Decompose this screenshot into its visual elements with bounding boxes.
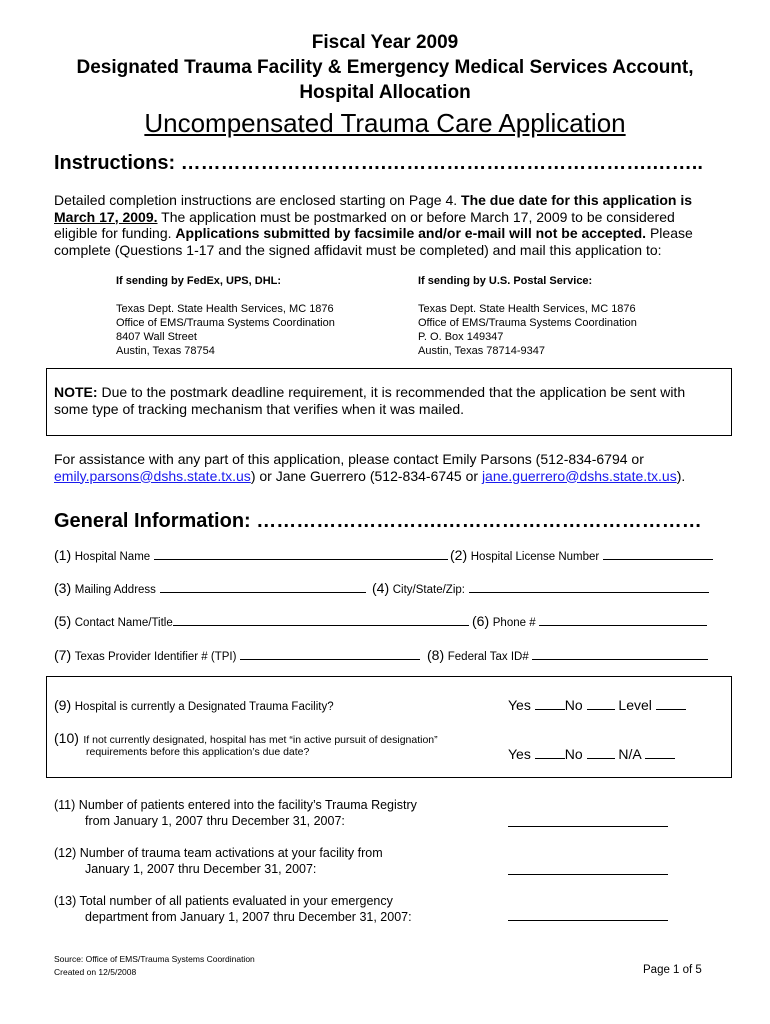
q11-row: [54, 797, 417, 829]
q13-number: (13): [54, 894, 77, 908]
note-label: NOTE:: [54, 384, 98, 400]
q6-label: Phone #: [492, 617, 536, 629]
q5-label: Contact Name/Title: [74, 617, 173, 629]
fiscal-year-title: Fiscal Year 2009: [311, 32, 459, 53]
general-info-heading: General Information: ……………………….…………………………………: [54, 510, 702, 532]
mailing-address-input[interactable]: [160, 580, 366, 593]
q10-number: (10): [54, 730, 79, 746]
instructions-paragraph: [54, 192, 714, 258]
due-date-text: The due date for this application is: [461, 192, 693, 208]
instructions-text-1: Detailed completion instructions are enclosed starting on Page 4.: [54, 192, 462, 208]
q9-level-input[interactable]: [656, 696, 686, 710]
contact-name-input[interactable]: [173, 613, 469, 626]
q12-number: (12): [54, 846, 77, 860]
field-mailing-address: [54, 580, 366, 596]
assistance-text-1: For assistance with any part of this application, please contact Emily Parsons (512-834-6794 or: [54, 451, 644, 467]
address-line: Austin, Texas 78714-9347: [418, 345, 545, 357]
q7-label: Texas Provider Identifier # (TPI): [74, 651, 237, 663]
allocation-title: Hospital Allocation: [299, 82, 471, 103]
address-line: Austin, Texas 78754: [116, 345, 215, 357]
due-date: March 17, 2009.: [54, 208, 158, 225]
note-body: Due to the postmark deadline requirement, it is recommended that the application be sent with some type of tracking mechanism that verifies when it was mailed.: [54, 384, 686, 417]
field-city-state-zip: [372, 580, 709, 596]
q10-yes-input[interactable]: [535, 745, 565, 759]
address-line: Texas Dept. State Health Services, MC 1876: [418, 303, 636, 315]
federal-tax-id-input[interactable]: [532, 647, 708, 660]
q11-line2: from January 1, 2007 thru December 31, 2007:: [85, 814, 345, 828]
q9-yes-input[interactable]: [535, 696, 565, 710]
q2-label: Hospital License Number: [470, 551, 600, 563]
address-line: Texas Dept. State Health Services, MC 1876: [116, 303, 334, 315]
address-line: 8407 Wall Street: [116, 331, 197, 343]
q10-na-label: N/A: [618, 746, 641, 762]
q11-input[interactable]: [508, 814, 668, 827]
field-hospital-name: [54, 547, 448, 563]
q13-row: [54, 893, 412, 925]
license-number-input[interactable]: [603, 547, 713, 560]
q9-answers: [508, 696, 686, 713]
field-phone: [472, 613, 707, 629]
field-contact-name: [54, 613, 469, 629]
q3-number: (3): [54, 580, 72, 596]
field-license-number: [450, 547, 713, 563]
q13-line2: department from January 1, 2007 thru December 31, 2007:: [85, 910, 412, 924]
no-fax-notice: Applications submitted by facsimile and/or e-mail will not be accepted.: [175, 225, 647, 241]
fedex-address: [116, 302, 335, 358]
account-title: Designated Trauma Facility & Emergency Medical Services Account,: [76, 57, 694, 78]
hospital-name-input[interactable]: [154, 547, 448, 560]
title-block: [0, 30, 770, 139]
q9-no-input[interactable]: [587, 696, 615, 710]
q11-number: (11): [54, 798, 76, 812]
q10-line2: requirements before this application’s due date?: [86, 746, 310, 758]
q12-row: [54, 845, 383, 877]
emily-email-link[interactable]: emily.parsons@dshs.state.tx.us: [54, 467, 251, 484]
q10-na-input[interactable]: [645, 745, 675, 759]
q5-number: (5): [54, 613, 72, 629]
q7-number: (7): [54, 647, 72, 663]
tpi-input[interactable]: [240, 647, 420, 660]
page-title: Uncompensated Trauma Care Application: [144, 108, 626, 138]
assistance-text-3: ).: [676, 467, 686, 484]
q4-number: (4): [372, 580, 390, 596]
city-state-zip-input[interactable]: [469, 580, 709, 593]
q9-number: (9): [54, 697, 72, 713]
q9-no-label: No: [564, 697, 583, 713]
q10-line1: If not currently designated, hospital has met “in active pursuit of designation”: [83, 734, 438, 746]
assistance-paragraph: [54, 451, 720, 484]
q12-input[interactable]: [508, 862, 668, 875]
q12-line1: Number of trauma team activations at your facility from: [79, 846, 383, 860]
note-text: [54, 384, 722, 417]
address-line: P. O. Box 149347: [418, 331, 504, 343]
field-tpi: [54, 647, 420, 663]
footer-source: Source: Office of EMS/Trauma Systems Coordination: [54, 954, 255, 964]
q10-no-input[interactable]: [587, 745, 615, 759]
assistance-text-2: ) or Jane Guerrero (512-834-6745 or: [250, 467, 482, 484]
designation-box: [46, 676, 732, 778]
phone-input[interactable]: [539, 613, 707, 626]
usps-address: [418, 302, 637, 358]
q4-label: City/State/Zip:: [392, 584, 465, 596]
q10-no-label: No: [564, 746, 583, 762]
q12-line2: January 1, 2007 thru December 31, 2007:: [85, 862, 317, 876]
q1-number: (1): [54, 547, 72, 563]
q11-line1: Number of patients entered into the facility’s Trauma Registry: [78, 798, 417, 812]
q1-label: Hospital Name: [74, 551, 151, 563]
jane-email-link[interactable]: jane.guerrero@dshs.state.tx.us: [481, 467, 677, 484]
q13-line1: Total number of all patients evaluated in your emergency: [79, 894, 393, 908]
usps-heading: If sending by U.S. Postal Service:: [418, 275, 593, 287]
address-line: Office of EMS/Trauma Systems Coordination: [116, 317, 335, 329]
q9-row: [54, 697, 334, 713]
address-line: Office of EMS/Trauma Systems Coordination: [418, 317, 637, 329]
q9-label: Hospital is currently a Designated Trauma Facility?: [74, 701, 334, 713]
page-number: Page 1 of 5: [643, 964, 702, 976]
footer-created: Created on 12/5/2008: [54, 967, 137, 977]
q6-number: (6): [472, 613, 490, 629]
q13-input[interactable]: [508, 908, 668, 921]
q3-label: Mailing Address: [74, 584, 156, 596]
q2-number: (2): [450, 547, 468, 563]
fedex-heading: If sending by FedEx, UPS, DHL:: [116, 275, 282, 287]
instructions-text-3: Please complete (Questions 1-17 and the signed affidavit must be completed) and mail this application to:: [54, 225, 693, 258]
q9-yes-label: Yes: [508, 697, 531, 713]
instructions-heading: Instructions: ………………………….………………………………….……..: [54, 152, 703, 174]
q8-number: (8): [427, 647, 445, 663]
q10-yes-label: Yes: [508, 746, 531, 762]
instructions-text-2: The application must be postmarked on or before March 17, 2009 to be considered eligible for funding.: [54, 208, 675, 241]
q10-answers: [508, 745, 675, 762]
field-federal-tax-id: [427, 647, 708, 663]
q9-level-label: Level: [618, 697, 652, 713]
q8-label: Federal Tax ID#: [447, 651, 529, 663]
